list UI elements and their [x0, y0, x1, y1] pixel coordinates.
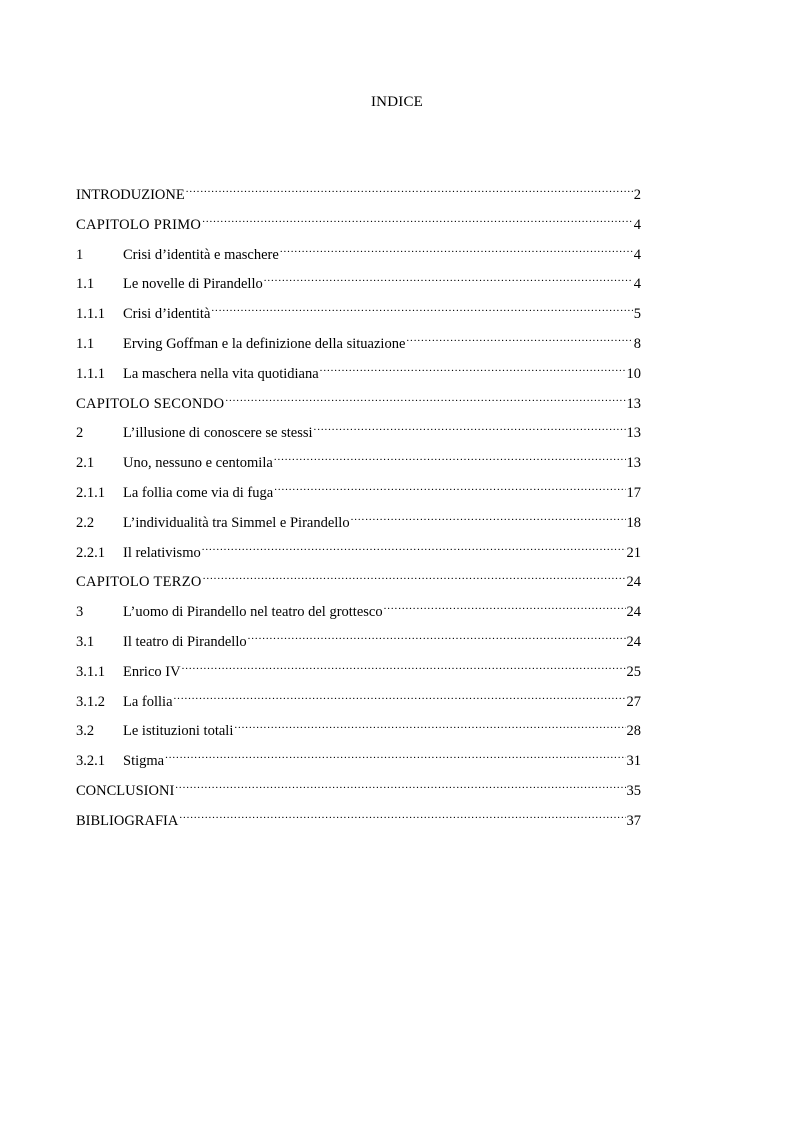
toc-entry-page-number: 28	[626, 723, 641, 740]
toc-entry[interactable]	[76, 624, 641, 654]
toc-entry-page-number: 10	[626, 365, 641, 382]
toc-entry-title: CAPITOLO PRIMO	[76, 216, 202, 233]
dot-leader	[165, 743, 625, 765]
toc-entry-title: Le istituzioni totali	[123, 723, 234, 740]
toc-entry-page-number: 5	[633, 306, 641, 323]
dot-leader	[202, 535, 626, 557]
dot-leader	[274, 445, 626, 467]
toc-entry[interactable]	[76, 475, 641, 505]
toc-entry-page-number: 4	[633, 246, 641, 263]
toc-entry-number: 1.1.1	[76, 306, 105, 323]
toc-entry[interactable]	[76, 535, 641, 565]
toc-entry-number: 1.1	[76, 276, 95, 293]
toc-entry-number: 3.2	[76, 723, 95, 740]
toc-entry-page-number: 13	[626, 455, 641, 472]
toc-entry-title: La follia come via di fuga	[123, 484, 274, 501]
toc-entry-page-number: 2	[633, 187, 641, 203]
dot-leader	[264, 266, 633, 288]
toc-entry-page-number: 25	[626, 663, 641, 680]
dot-leader	[202, 207, 633, 229]
toc-entry-page-number: 18	[626, 514, 641, 531]
dot-leader	[280, 237, 633, 259]
dot-leader	[179, 803, 625, 825]
toc-entry-number: 3.1	[76, 633, 95, 650]
toc-entry-number: 3.1.1	[76, 663, 105, 680]
dot-leader	[274, 475, 625, 497]
toc-entry[interactable]	[76, 415, 641, 445]
toc-entry[interactable]	[76, 713, 641, 743]
page-title: INDICE	[370, 94, 424, 110]
toc-entry[interactable]	[76, 445, 641, 475]
toc-entry[interactable]	[76, 237, 641, 267]
dot-leader	[186, 177, 633, 199]
dot-leader	[225, 386, 625, 408]
toc-entry-title: Uno, nessuno e centomila	[123, 455, 273, 472]
toc-entry-page-number: 35	[626, 782, 641, 799]
toc-entry-title: Il relativismo	[123, 544, 201, 561]
toc-entry-page-number: 24	[626, 633, 641, 650]
dot-leader	[211, 296, 632, 318]
toc-entry-number: 2.2	[76, 514, 95, 531]
toc-entry-title: Erving Goffman e la definizione della situazione	[123, 335, 406, 352]
toc-entry-page-number: 31	[626, 753, 641, 770]
toc-entry[interactable]	[76, 266, 641, 296]
toc-entry-title: CAPITOLO SECONDO	[76, 395, 225, 412]
toc-entry-page-number: 8	[633, 335, 641, 352]
dot-leader	[248, 624, 626, 646]
toc-entry[interactable]	[76, 356, 641, 386]
toc-entry-page-number: 17	[626, 484, 641, 501]
toc-entry-title: Crisi d’identità e maschere	[123, 246, 279, 263]
toc-entry[interactable]	[76, 684, 641, 714]
toc-entry-page-number: 21	[626, 544, 641, 561]
toc-entry-number: 1.1.1	[76, 365, 105, 382]
toc-entry-title: INTRODUZIONE	[76, 187, 185, 203]
toc-entry-number: 3.1.2	[76, 693, 105, 710]
dot-leader	[182, 654, 626, 676]
toc-entry-number: 2.1	[76, 455, 95, 472]
dot-leader	[234, 713, 625, 735]
table-of-contents	[76, 177, 641, 833]
toc-entry-title: CONCLUSIONI	[76, 782, 175, 799]
toc-entry[interactable]	[76, 803, 641, 833]
dot-leader	[175, 773, 625, 795]
toc-entry[interactable]	[76, 386, 641, 416]
toc-entry-title: L’illusione di conoscere se stessi	[123, 425, 313, 442]
toc-entry-page-number: 24	[626, 604, 641, 621]
toc-entry[interactable]	[76, 594, 641, 624]
toc-entry[interactable]	[76, 654, 641, 684]
toc-entry[interactable]	[76, 564, 641, 594]
toc-entry-number: 1.1	[76, 335, 95, 352]
toc-entry[interactable]	[76, 177, 641, 207]
toc-entry-page-number: 13	[626, 425, 641, 442]
toc-entry-title: Le novelle di Pirandello	[123, 276, 263, 293]
toc-entry[interactable]	[76, 296, 641, 326]
dot-leader	[320, 356, 626, 378]
toc-entry-title: Stigma	[123, 753, 165, 770]
toc-entry-number: 2	[76, 425, 84, 442]
dot-leader	[203, 564, 626, 586]
dot-leader	[174, 684, 626, 706]
toc-entry-title: CAPITOLO TERZO	[76, 574, 202, 591]
toc-entry-page-number: 13	[626, 395, 641, 412]
toc-entry-title: Enrico IV	[123, 663, 181, 680]
toc-entry-number: 3	[76, 604, 84, 621]
toc-entry-title: BIBLIOGRAFIA	[76, 812, 179, 829]
toc-entry-number: 1	[76, 246, 84, 263]
toc-entry-title: Crisi d’identità	[123, 306, 211, 323]
toc-entry-page-number: 37	[626, 812, 641, 829]
toc-entry-title: La follia	[123, 693, 173, 710]
toc-entry-title: Il teatro di Pirandello	[123, 633, 247, 650]
toc-entry-title: L’uomo di Pirandello nel teatro del grottesco	[123, 604, 383, 621]
toc-entry[interactable]	[76, 505, 641, 535]
toc-entry-number: 3.2.1	[76, 753, 105, 770]
dot-leader	[351, 505, 626, 527]
toc-entry-title: La maschera nella vita quotidiana	[123, 365, 319, 382]
toc-entry[interactable]	[76, 743, 641, 773]
dot-leader	[314, 415, 626, 437]
toc-entry-page-number: 4	[633, 216, 641, 233]
toc-entry-page-number: 4	[633, 276, 641, 293]
toc-entry[interactable]	[76, 207, 641, 237]
toc-entry-title: L’individualità tra Simmel e Pirandello	[123, 514, 350, 531]
toc-entry[interactable]	[76, 326, 641, 356]
toc-entry-number: 2.1.1	[76, 484, 105, 501]
dot-leader	[406, 326, 632, 348]
dot-leader	[384, 594, 626, 616]
toc-entry[interactable]	[76, 773, 641, 803]
toc-entry-page-number: 27	[626, 693, 641, 710]
toc-entry-number: 2.2.1	[76, 544, 105, 561]
toc-entry-page-number: 24	[626, 574, 641, 591]
